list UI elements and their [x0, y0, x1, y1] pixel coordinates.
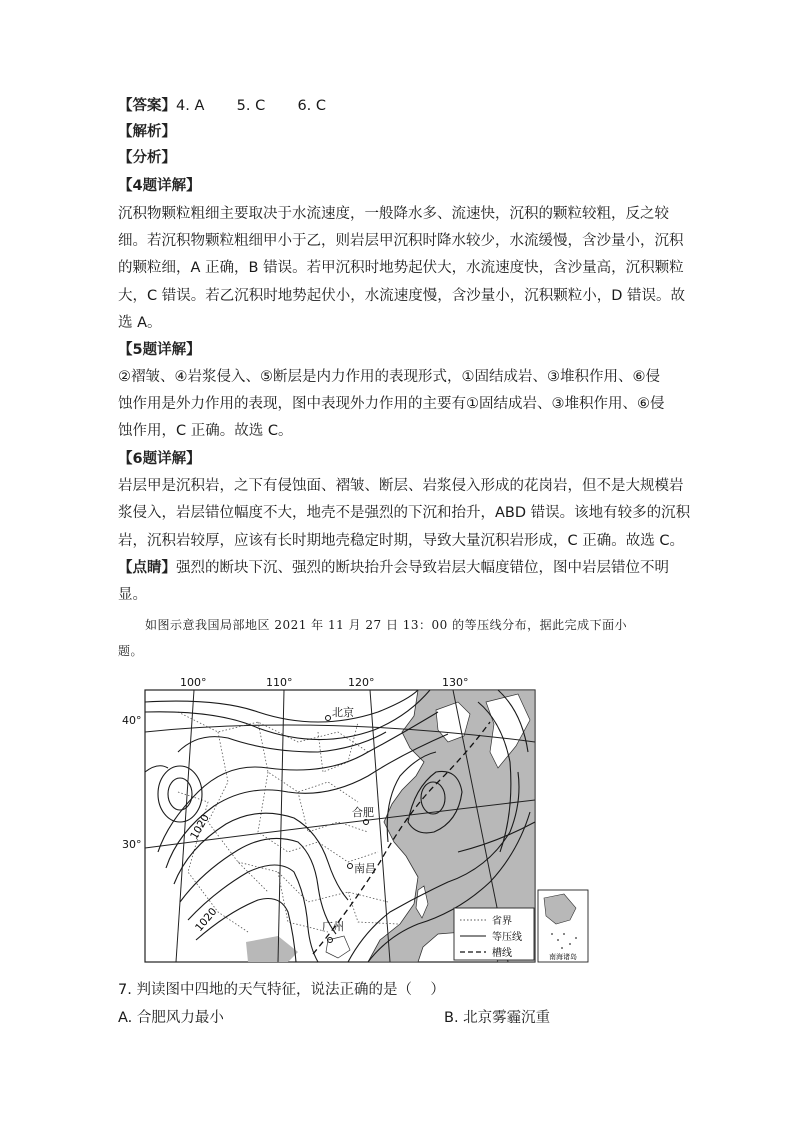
legend-trough: 槽线 — [492, 948, 512, 959]
tip-line-2: 显。 — [118, 587, 147, 603]
q4-line: 沉积物颗粒粗细主要取决于水流速度，一般降水多、流速快，沉积的颗粒较粗，反之较 — [118, 206, 669, 222]
inset-label: 南海诸岛 — [549, 953, 577, 961]
tip-text: 强烈的断块下沉、强烈的断块抬升会导致岩层大幅度错位，图中岩层错位不明 — [176, 560, 669, 576]
q5-line: 蚀作用是外力作用的表现，图中表现外力作用的主要有①固结成岩、③堆积作用、⑥侵 — [118, 396, 665, 412]
question-7-stem: 7. 判读图中四地的天气特征，说法正确的是（ ） — [118, 982, 445, 998]
legend-province: 省界 — [492, 916, 512, 927]
answer-line — [118, 96, 678, 116]
city-label: 合肥 — [352, 806, 374, 819]
answer-text: 4. A 5. C 6. C — [176, 98, 327, 114]
q4-line: 细。若沉积物颗粒粗细甲小于乙，则岩层甲沉积时降水较少，水流缓慢，含沙量小，沉积 — [118, 233, 684, 249]
south-sea-inset — [538, 890, 588, 962]
q5-line: ②褶皱、④岩浆侵入、⑤断层是内力作用的表现形式，①固结成岩、③堆积作用、⑥侵 — [118, 369, 660, 385]
isobar-map — [118, 672, 590, 968]
q6-line: 浆侵入，岩层错位幅度不大，地壳不是强烈的下沉和抬升，ABD 错误。该地有较多的沉积 — [118, 505, 691, 521]
figure-caption-end: 题。 — [118, 644, 144, 658]
q6-line: 岩，沉积岩较厚，应该有长时期地壳稳定时期，导致大量沉积岩形成，C 正确。故选 C。 — [118, 533, 684, 549]
lon-label: 100° — [180, 676, 207, 689]
tip-line — [118, 558, 678, 578]
q6-line: 岩层甲是沉积岩，之下有侵蚀面、褶皱、断层、岩浆侵入形成的花岗岩，但不是大规模岩 — [118, 478, 684, 494]
analysis-tag: 【解析】 — [118, 124, 176, 140]
q4-line: 的颗粒细，A 正确，B 错误。若甲沉积时地势起伏大，水流速度快，含沙量高，沉积颗粒 — [118, 260, 684, 276]
q4-line: 选 A。 — [118, 315, 162, 331]
legend-isobar: 等压线 — [492, 932, 522, 943]
q6-tag: 【6题详解】 — [118, 451, 201, 467]
q4-line: 大，C 错误。若乙沉积时地势起伏小，水流速度慢，含沙量小，沉积颗粒小，D 错误。故 — [118, 288, 686, 304]
option-b[interactable]: B. 北京雾霾沉重 — [444, 1010, 551, 1026]
city-label: 广州 — [322, 920, 344, 933]
city-label: 南昌 — [354, 862, 376, 875]
q5-tag: 【5题详解】 — [118, 342, 201, 358]
lat-label: 30° — [122, 838, 142, 851]
figure-caption: 如图示意我国局部地区 2021 年 11 月 27 日 13：00 的等压线分布，据此完成下面小 — [145, 618, 628, 632]
q4-tag: 【4题详解】 — [118, 178, 201, 194]
lon-label: 110° — [266, 676, 293, 689]
option-a[interactable]: A. 合肥风力最小 — [118, 1010, 224, 1026]
answer-tag: 【答案】 — [118, 98, 176, 114]
tip-tag: 【点睛】 — [118, 560, 176, 576]
fenxi-tag: 【分析】 — [118, 150, 176, 166]
q5-line: 蚀作用，C 正确。故选 C。 — [118, 423, 293, 439]
isobar-label: 1020 — [188, 812, 212, 842]
lon-label: 120° — [348, 676, 375, 689]
lon-label: 130° — [442, 676, 469, 689]
isobar-label: 1020 — [193, 905, 220, 934]
lat-label: 40° — [122, 714, 142, 727]
map-legend — [454, 908, 534, 960]
city-label: 北京 — [332, 706, 354, 719]
